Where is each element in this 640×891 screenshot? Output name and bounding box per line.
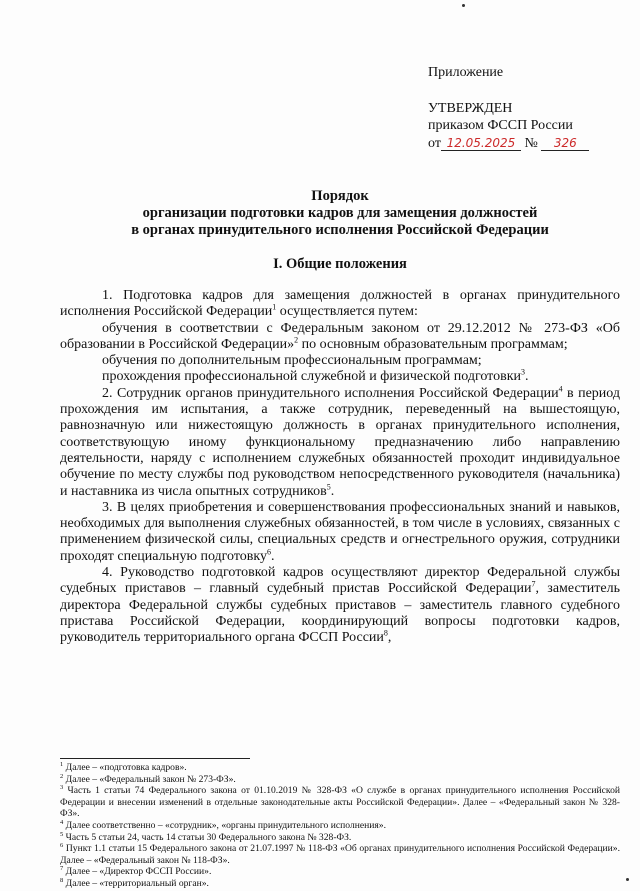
scan-speck xyxy=(626,878,629,881)
paragraph-2: 2. Сотрудник органов принудительного исполнения Российской Федерации$^4$ в период прохождения им испытания, а также сотрудник, переведенный на вышестоящую, равнозначную или нижестоящую должность в органах принудительного исполнения, соответствующую иному функциональному предназначению либо направлению деятельности, наряду с исполнением служебных обязанностей проходит индивидуальное обучение по месту службы под руководством непосредственного руководителя (начальника) и наставника из числа опытных сотрудников$^5$. xyxy=(60,384,621,499)
footnote: $^1$ Далее – «подготовка кадров». xyxy=(60,760,187,773)
order-line: приказом ФССП России xyxy=(428,118,573,133)
footnote: $^8$ Далее – «территориальный орган». xyxy=(60,876,209,889)
footnote-ref: 3 xyxy=(521,367,525,377)
paragraph-3: 3. В целях приобретения и совершенствования профессиональных знаний и навыков, необходимых для выполнения служебных обязанностей, в том числе в условиях, связанных с применением физической силы, специальных средств и огнестрельного оружия, сотрудники проходят специальную подготовку$^6$. xyxy=(60,499,620,564)
footnote: $^5$ Часть 5 статьи 24, часть 14 статьи 30 Федерального закона № 328-ФЗ. xyxy=(60,830,352,843)
footnote-ref: 5 xyxy=(326,481,331,491)
approved-label: УТВЕРЖДЕН xyxy=(428,101,513,116)
list-item: обучения в соответствии с Федеральным законом от 29.12.2012 № 273-ФЗ «Об образовании в Российской Федерации»$^2$ по основным образовательным программам; xyxy=(60,320,620,352)
footnote-ref: 7 xyxy=(531,579,536,589)
scan-speck xyxy=(462,4,465,7)
section-heading: I. Общие положения xyxy=(273,256,407,272)
footnote-ref: 1 xyxy=(272,302,277,312)
paragraph-4: 4. Руководство подготовкой кадров осуществляют директор Федеральной службы судебных приставов – главный судебный пристав Российской Федерации$^7$, заместитель директора Федеральной службы судебных приставов – заместитель главного судебного пристава Российской Федерации, координирующий вопросы подготовки кадров, руководитель территориального органа ФССП России$^8$, xyxy=(60,565,620,646)
number-prefix: № xyxy=(524,136,538,151)
footnote-divider xyxy=(60,758,250,759)
doc-title-line3: в органах принудительного исполнения Российской Федерации xyxy=(131,222,549,238)
list-item: обучения по дополнительным профессиональным программам; xyxy=(102,353,482,369)
footnote-ref: 2 xyxy=(294,335,299,345)
footnote-ref: 4 xyxy=(558,384,563,394)
appendix-label: Приложение xyxy=(428,65,504,80)
date-prefix: от xyxy=(428,136,441,151)
footnote-ref: 8 xyxy=(383,628,388,638)
doc-title-line2: организации подготовки кадров для замещения должностей xyxy=(142,205,538,221)
footnote: $^6$ Пункт 1.1 статьи 15 Федерального закона от 21.07.1997 № 118-ФЗ «Об органах принудительного исполнения Российской Федерации». Далее – «Федеральный закон № 118-ФЗ». xyxy=(60,841,620,866)
paragraph-1: 1. Подготовка кадров для замещения должностей в органах принудительного исполнения Российской Федерации$^1$ осуществляется путем: xyxy=(60,288,620,320)
footnote: $^4$ Далее соответственно – «сотрудник», «органы принудительного исполнения». xyxy=(60,818,386,831)
footnote: $^7$ Далее – «Директор ФССП России». xyxy=(60,865,212,878)
footnote: $^3$ Часть 1 статьи 74 Федерального закона от 01.10.2019 № 328-ФЗ «О службе в органах принудительного исполнения Российской Федерации и внесении изменений в отдельные законодательные акты Российской Федерации». Далее – «Федеральный закон № 328-ФЗ». xyxy=(60,784,620,820)
order-date-row xyxy=(428,136,589,152)
list-item: прохождения профессиональной служебной и физической подготовки$^3$. xyxy=(102,367,529,385)
handwritten-number: 326 xyxy=(541,136,589,151)
footnote: $^2$ Далее – «Федеральный закон № 273-ФЗ». xyxy=(60,772,236,785)
footnote-ref: 6 xyxy=(267,547,272,557)
doc-title: Порядок xyxy=(311,188,369,204)
document-body xyxy=(60,288,620,647)
handwritten-date: 12.05.2025 xyxy=(441,136,521,151)
footnotes xyxy=(60,762,620,890)
